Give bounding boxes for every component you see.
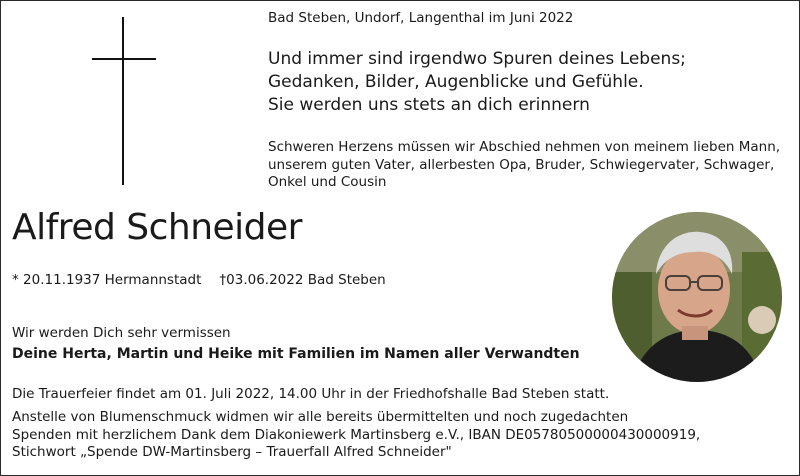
quote-line: Sie werden uns stets an dich erinnern — [268, 95, 590, 115]
donation-line: Anstelle von Blumenschmuck widmen wir alle bereits übermittelten und noch zugedachten — [12, 409, 629, 425]
quote-line: Und immer sind irgendwo Spuren deines Lebens; — [268, 49, 686, 69]
portrait-illustration — [612, 212, 782, 382]
ceremony-info: Die Trauerfeier findet am 01. Juli 2022, 14.00 Uhr in der Friedhofshalle Bad Steben statt. — [12, 386, 610, 402]
life-dates — [12, 272, 386, 288]
donation-info — [12, 409, 700, 462]
farewell-intro — [268, 139, 788, 192]
family-signature: Deine Herta, Martin und Heike mit Familien im Namen aller Verwandten — [12, 346, 580, 362]
place-date: Bad Steben, Undorf, Langenthal im Juni 2022 — [268, 10, 574, 26]
deceased-name: Alfred Schneider — [12, 207, 302, 248]
intro-line: Schweren Herzens müssen wir Abschied nehmen von meinem lieben Mann, — [268, 139, 781, 155]
donation-line: Stichwort „Spende DW-Martinsberg – Trauerfall Alfred Schneider" — [12, 444, 452, 460]
intro-line: Onkel und Cousin — [268, 174, 387, 190]
memorial-quote — [268, 48, 686, 117]
quote-line: Gedanken, Bilder, Augenblicke und Gefühle. — [268, 72, 644, 92]
death-date: †03.06.2022 Bad Steben — [219, 272, 386, 288]
cross-horizontal-bar — [92, 58, 156, 60]
birth-date: * 20.11.1937 Hermannstadt — [12, 272, 202, 288]
donation-line: Spenden mit herzlichem Dank dem Diakoniewerk Martinsberg e.V., IBAN DE05780500000430000919, — [12, 426, 701, 443]
cross-vertical-bar — [122, 17, 124, 185]
intro-line: unserem guten Vater, allerbesten Opa, Bruder, Schwiegervater, Schwager, — [268, 156, 775, 173]
miss-line: Wir werden Dich sehr vermissen — [12, 325, 231, 341]
portrait-photo — [612, 212, 782, 382]
